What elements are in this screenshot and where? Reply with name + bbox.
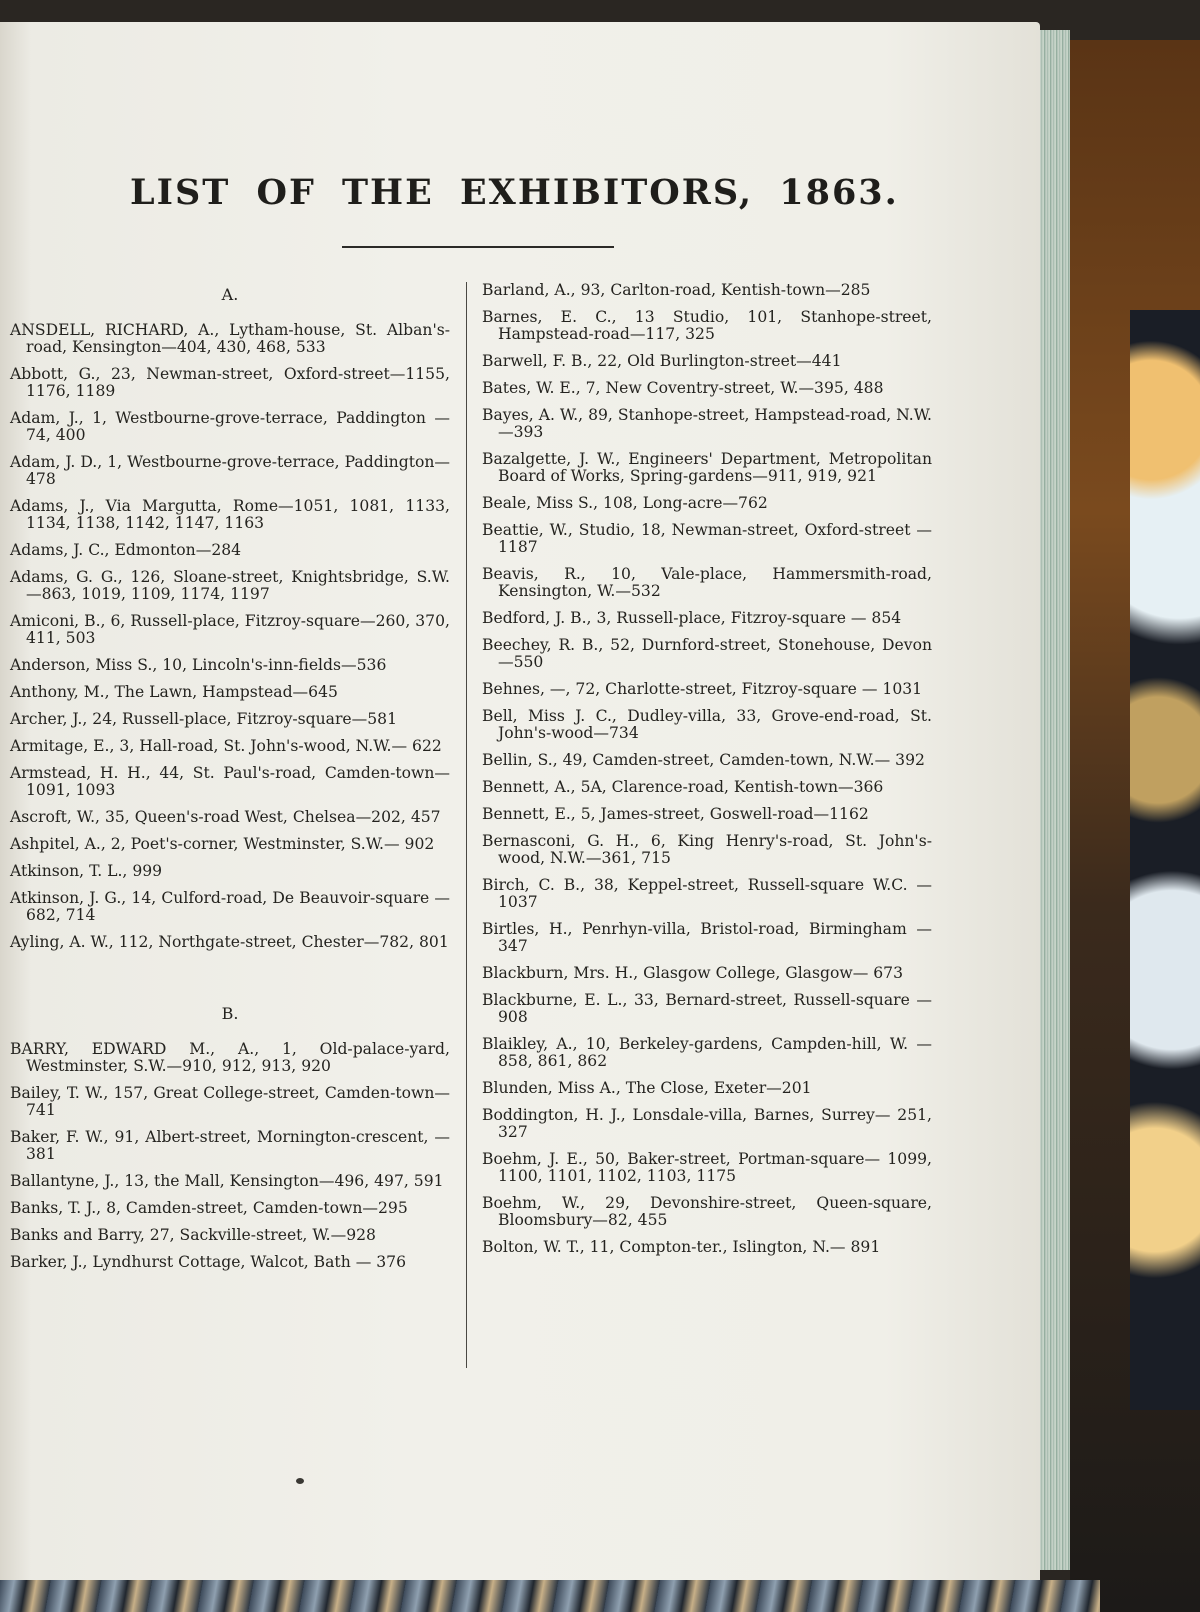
- exhibitor-entry: Blackburne, E. L., 33, Bernard-street, Russell-square —908: [482, 991, 932, 1026]
- exhibitor-entry: Bailey, T. W., 157, Great College-street, Camden-town—741: [10, 1084, 450, 1119]
- exhibitor-entry: Banks and Barry, 27, Sackville-street, W.—928: [10, 1226, 376, 1244]
- exhibitor-entry: Beale, Miss S., 108, Long-acre—762: [482, 494, 768, 512]
- exhibitor-entry: Bates, W. E., 7, New Coventry-street, W.—395, 488: [482, 379, 884, 397]
- exhibitor-entry: Barker, J., Lyndhurst Cottage, Walcot, Bath — 376: [10, 1253, 407, 1271]
- exhibitor-entry: Bennett, A., 5A, Clarence-road, Kentish-town—366: [482, 778, 884, 796]
- exhibitor-entry: Behnes, —, 72, Charlotte-street, Fitzroy-square — 1031: [482, 680, 923, 698]
- left-column: [10, 286, 450, 1281]
- exhibitor-entry: Boehm, W., 29, Devonshire-street, Queen-square, Bloomsbury—82, 455: [482, 1194, 932, 1229]
- exhibitor-entry: Boehm, J. E., 50, Baker-street, Portman-square— 1099, 1100, 1101, 1102, 1103, 1175: [482, 1150, 932, 1185]
- exhibitor-entry: Bedford, J. B., 3, Russell-place, Fitzroy-square — 854: [482, 609, 902, 627]
- exhibitor-entry: BARRY, EDWARD M., A., 1, Old-palace-yard, Westminster, S.W.—910, 912, 913, 920: [10, 1040, 450, 1075]
- exhibitor-entry: Baker, F. W., 91, Albert-street, Mornington-crescent, —381: [10, 1128, 450, 1163]
- exhibitor-entry: Blaikley, A., 10, Berkeley-gardens, Campden-hill, W. —858, 861, 862: [482, 1035, 932, 1070]
- exhibitor-entry: Abbott, G., 23, Newman-street, Oxford-street—1155, 1176, 1189: [10, 365, 450, 400]
- exhibitor-entry: Beechey, R. B., 52, Durnford-street, Stonehouse, Devon—550: [482, 636, 932, 671]
- exhibitor-entry: ANSDELL, RICHARD, A., Lytham-house, St. Alban's-road, Kensington—404, 430, 468, 533: [10, 321, 450, 356]
- exhibitor-entry: Bazalgette, J. W., Engineers' Department, Metropolitan Board of Works, Spring-gardens—911, 919, 921: [482, 450, 932, 485]
- exhibitor-entry: Birch, C. B., 38, Keppel-street, Russell-square W.C. —1037: [482, 876, 932, 911]
- exhibitor-entry: Ashpitel, A., 2, Poet's-corner, Westminster, S.W.— 902: [10, 835, 435, 853]
- exhibitor-entry: Ayling, A. W., 112, Northgate-street, Chester—782, 801: [10, 933, 449, 951]
- exhibitor-entry: Amiconi, B., 6, Russell-place, Fitzroy-square—260, 370, 411, 503: [10, 612, 450, 647]
- section-heading-b: B.: [221, 1004, 239, 1023]
- exhibitor-entry: Adam, J., 1, Westbourne-grove-terrace, Paddington —74, 400: [10, 409, 450, 444]
- ink-smudge: [296, 1478, 304, 1484]
- section-heading-a: A.: [221, 285, 239, 304]
- section-spacer: [10, 961, 450, 1005]
- page-edges: [1040, 30, 1070, 1570]
- right-column: [482, 282, 932, 1266]
- exhibitor-entry: Barland, A., 93, Carlton-road, Kentish-town—285: [482, 281, 871, 299]
- marbled-endpaper: [1130, 310, 1200, 1410]
- exhibitor-entry: Armstead, H. H., 44, St. Paul's-road, Camden-town— 1091, 1093: [10, 764, 450, 799]
- exhibitor-entry: Boddington, H. J., Lonsdale-villa, Barnes, Surrey— 251, 327: [482, 1106, 932, 1141]
- exhibitor-entry: Birtles, H., Penrhyn-villa, Bristol-road, Birmingham —347: [482, 920, 932, 955]
- marbled-edge-bottom: [0, 1580, 1100, 1612]
- exhibitor-entry: Armitage, E., 3, Hall-road, St. John's-wood, N.W.— 622: [10, 737, 442, 755]
- exhibitor-entry: Adam, J. D., 1, Westbourne-grove-terrace, Paddington—478: [10, 453, 450, 488]
- exhibitor-entry: Adams, G. G., 126, Sloane-street, Knightsbridge, S.W. —863, 1019, 1109, 1174, 1197: [10, 568, 450, 603]
- exhibitor-entry: Bell, Miss J. C., Dudley-villa, 33, Grove-end-road, St. John's-wood—734: [482, 707, 932, 742]
- exhibitor-entry: Barnes, E. C., 13 Studio, 101, Stanhope-street, Hampstead-road—117, 325: [482, 308, 932, 343]
- exhibitor-entry: Archer, J., 24, Russell-place, Fitzroy-square—581: [10, 710, 398, 728]
- exhibitor-entry: Beavis, R., 10, Vale-place, Hammersmith-road, Kensington, W.—532: [482, 565, 932, 600]
- exhibitor-entry: Bennett, E., 5, James-street, Goswell-road—1162: [482, 805, 869, 823]
- exhibitor-entry: Bellin, S., 49, Camden-street, Camden-town, N.W.— 392: [482, 751, 925, 769]
- exhibitor-entry: Barwell, F. B., 22, Old Burlington-street—441: [482, 352, 842, 370]
- exhibitor-entry: Blunden, Miss A., The Close, Exeter—201: [482, 1079, 812, 1097]
- exhibitor-entry: Anthony, M., The Lawn, Hampstead—645: [10, 683, 338, 701]
- exhibitor-entry: Atkinson, J. G., 14, Culford-road, De Beauvoir-square —682, 714: [10, 889, 450, 924]
- column-divider: [466, 282, 467, 1368]
- exhibitor-entry: Beattie, W., Studio, 18, Newman-street, Oxford-street —1187: [482, 521, 932, 556]
- exhibitor-entry: Blackburn, Mrs. H., Glasgow College, Glasgow— 673: [482, 964, 904, 982]
- exhibitor-entry: Bolton, W. T., 11, Compton-ter., Islington, N.— 891: [482, 1238, 881, 1256]
- exhibitor-entry: Bernasconi, G. H., 6, King Henry's-road, St. John's-wood, N.W.—361, 715: [482, 832, 932, 867]
- exhibitor-entry: Adams, J. C., Edmonton—284: [10, 541, 242, 559]
- title-underline: [342, 246, 614, 248]
- exhibitor-entry: Banks, T. J., 8, Camden-street, Camden-town—295: [10, 1199, 408, 1217]
- page-title: LIST OF THE EXHIBITORS, 1863.: [130, 172, 899, 213]
- exhibitor-entry: Atkinson, T. L., 999: [10, 862, 163, 880]
- exhibitor-entry: Adams, J., Via Margutta, Rome—1051, 1081, 1133, 1134, 1138, 1142, 1147, 1163: [10, 497, 450, 532]
- exhibitor-entry: Ballantyne, J., 13, the Mall, Kensington—496, 497, 591: [10, 1172, 444, 1190]
- exhibitor-entry: Anderson, Miss S., 10, Lincoln's-inn-fields—536: [10, 656, 387, 674]
- exhibitor-entry: Ascroft, W., 35, Queen's-road West, Chelsea—202, 457: [10, 808, 441, 826]
- exhibitor-entry: Bayes, A. W., 89, Stanhope-street, Hampstead-road, N.W.—393: [482, 406, 932, 441]
